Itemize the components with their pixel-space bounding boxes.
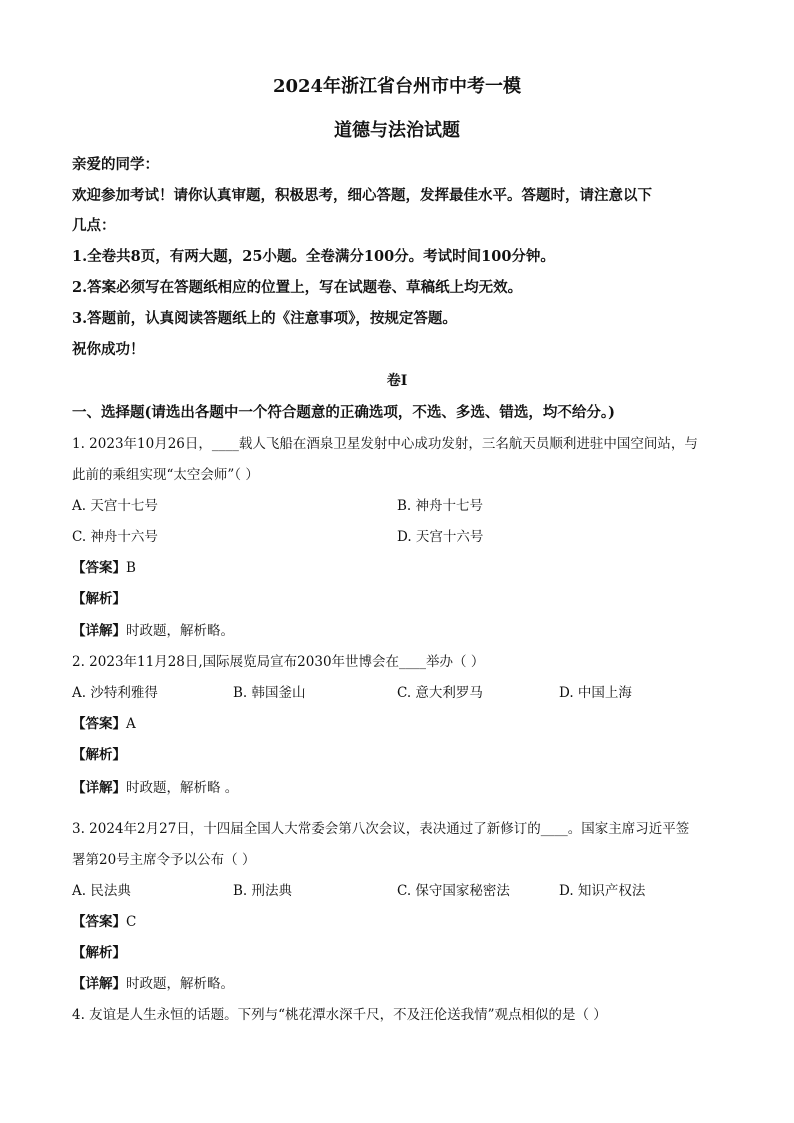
question-1-analysis — [72, 587, 126, 607]
question-1-option-d: D. 天宫十六号 — [397, 529, 484, 545]
question-2-option-a: A. 沙特利雅得 — [72, 685, 158, 701]
question-2-answer — [72, 712, 136, 732]
analysis-label: 【解析】 — [72, 945, 126, 961]
question-3-option-d: D. 知识产权法 — [559, 883, 646, 899]
detail-label: 【详解】 — [72, 976, 126, 992]
question-2-analysis — [72, 743, 126, 763]
detail-text: 时政题，解析略 。 — [126, 780, 239, 796]
question-3-option-a: A. 民法典 — [72, 883, 131, 899]
exam-subtitle: 道德与法治试题 — [334, 120, 460, 141]
question-1-stem-line-1: 1. 2023年10月26日，____载人飞船在酒泉卫星发射中心成功发射，三名航天员顺利进驻中国空间站，与 — [72, 436, 698, 452]
question-3-stem-line-2: 署第20号主席令予以公布（ ） — [72, 852, 256, 868]
question-3-answer — [72, 910, 136, 930]
question-1-answer — [72, 556, 136, 576]
answer-value: C — [126, 914, 137, 930]
question-1-option-a: A. 天宫十七号 — [72, 498, 158, 514]
question-3-analysis — [72, 941, 126, 961]
question-3-option-c: C. 保守国家秘密法 — [397, 883, 510, 899]
question-3-detail — [72, 972, 234, 992]
analysis-label: 【解析】 — [72, 591, 126, 607]
question-2-option-d: D. 中国上海 — [559, 685, 632, 701]
question-2-detail — [72, 776, 238, 796]
intro-line-2: 几点： — [72, 217, 116, 234]
detail-label: 【详解】 — [72, 780, 126, 796]
wish: 祝你成功！ — [72, 341, 145, 358]
note-1: 1.全卷共8页，有两大题，25小题。全卷满分100分。考试时间100分钟。 — [72, 248, 555, 265]
question-2-option-b: B. 韩国釜山 — [233, 685, 306, 701]
question-3-stem-line-1: 3. 2024年2月27日，十四届全国人大常委会第八次会议，表决通过了新修订的____。国家主席习近平签 — [72, 821, 690, 837]
greeting: 亲爱的同学： — [72, 156, 159, 173]
answer-value: A — [126, 716, 136, 732]
intro-line-1: 欢迎参加考试！请你认真审题，积极思考，细心答题，发挥最佳水平。答题时，请注意以下 — [72, 187, 652, 204]
question-1-option-c: C. 神舟十六号 — [72, 529, 158, 545]
analysis-label: 【解析】 — [72, 747, 126, 763]
section-title: 一、选择题(请选出各题中一个符合题意的正确选项，不选、多选、错选，均不给分。) — [72, 404, 615, 421]
note-2: 2.答案必须写在答题纸相应的位置上，写在试题卷、草稿纸上均无效。 — [72, 279, 523, 296]
note-3: 3.答题前，认真阅读答题纸上的《注意事项》，按规定答题。 — [72, 310, 457, 327]
detail-label: 【详解】 — [72, 623, 126, 639]
question-1-option-b: B. 神舟十七号 — [397, 498, 484, 514]
question-3-option-b: B. 刑法典 — [233, 883, 293, 899]
question-4-stem-line-1: 4. 友谊是人生永恒的话题。下列与“桃花潭水深千尺，不及汪伦送我情”观点相似的是（ ） — [72, 1007, 607, 1023]
exam-title: 2024年浙江省台州市中考一模 — [272, 76, 522, 97]
answer-value: B — [126, 560, 136, 576]
answer-label: 【答案】 — [72, 560, 126, 576]
question-1-detail — [72, 619, 234, 639]
question-1-stem-line-2: 此前的乘组实现“太空会师”（ ） — [72, 467, 259, 483]
answer-label: 【答案】 — [72, 914, 126, 930]
volume-heading: 卷I — [386, 373, 408, 389]
detail-text: 时政题，解析略。 — [126, 623, 234, 639]
question-2-option-c: C. 意大利罗马 — [397, 685, 483, 701]
question-2-stem-line-1: 2. 2023年11月28日,国际展览局宣布2030年世博会在____举办（ ） — [72, 654, 485, 670]
detail-text: 时政题，解析略。 — [126, 976, 234, 992]
answer-label: 【答案】 — [72, 716, 126, 732]
